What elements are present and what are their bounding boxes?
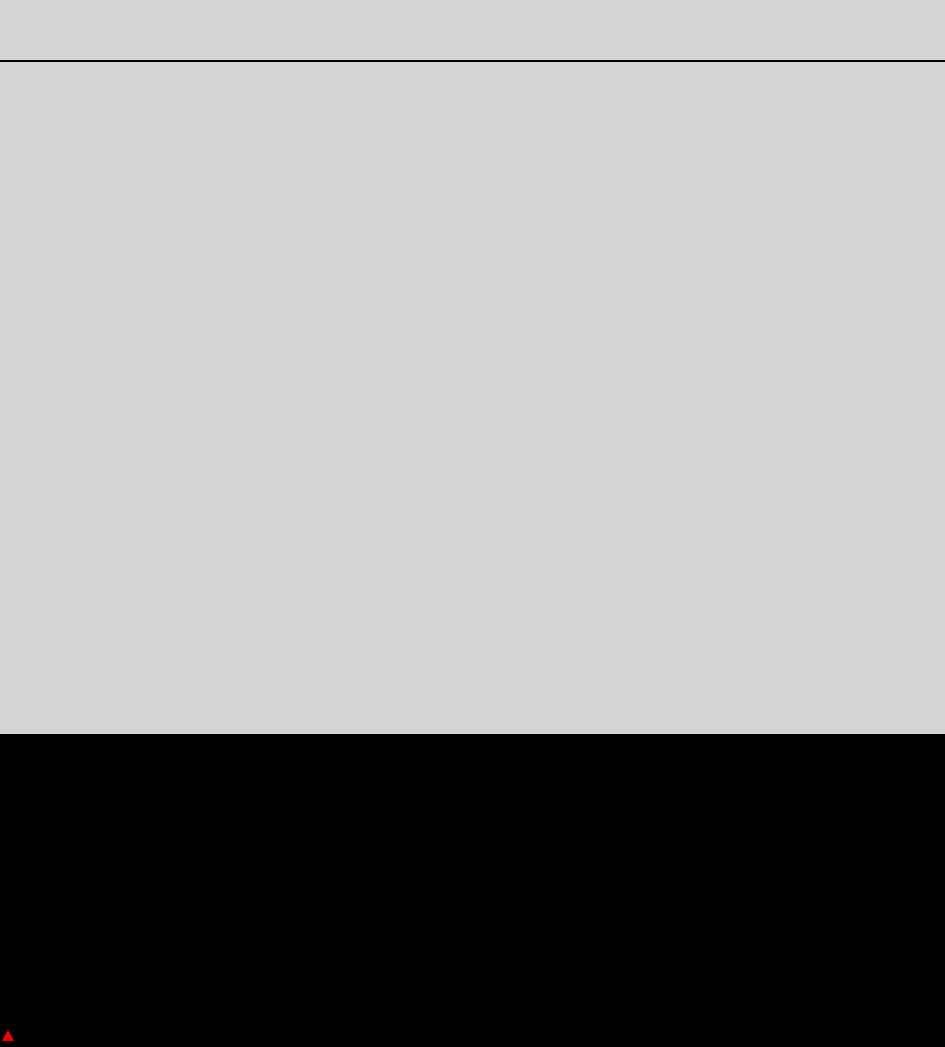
table1-grid <box>0 62 945 734</box>
scroll-top-triangle-icon[interactable] <box>2 1030 14 1041</box>
summary-panel <box>0 0 945 60</box>
